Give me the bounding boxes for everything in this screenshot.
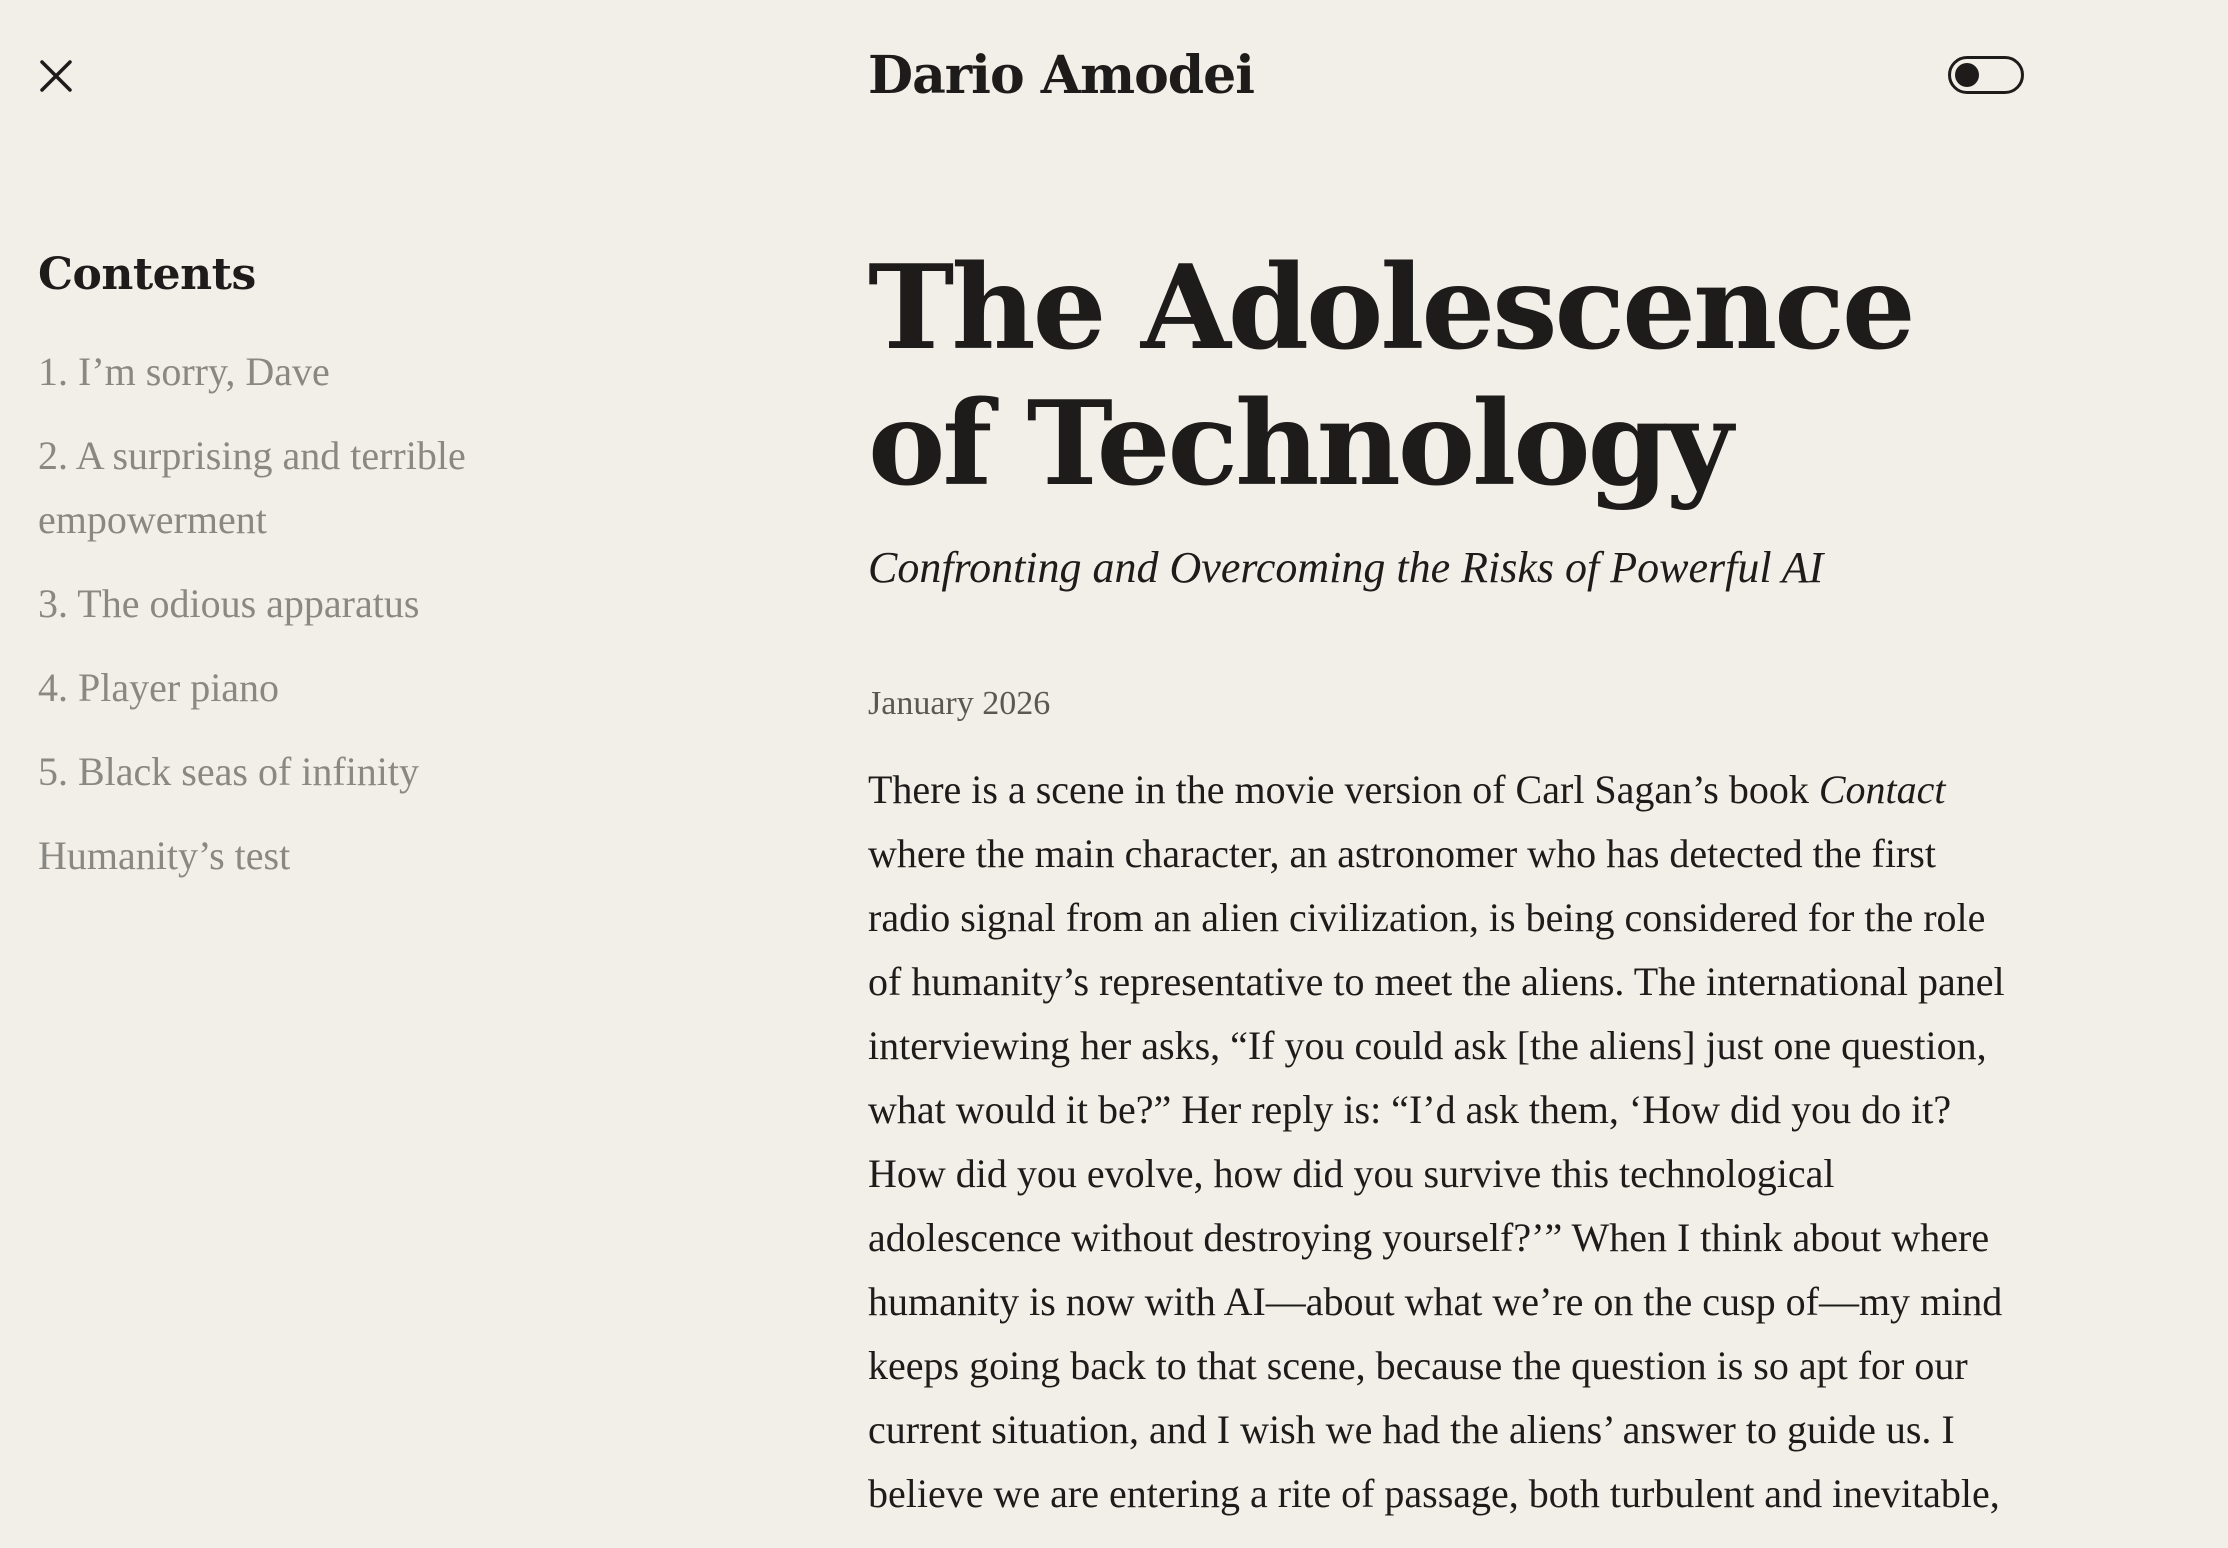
close-icon [36,56,76,96]
article-subtitle: Confronting and Overcoming the Risks of Powerful AI [868,543,1824,592]
article-title: The Adolescence of Technology [868,240,1913,512]
toc-list [38,340,598,888]
body-text-start: There is a scene in the movie version of Carl Sagan’s book [868,767,1819,812]
close-button[interactable] [36,56,76,96]
article-date: January 2026 [868,685,1051,722]
toc-item-1[interactable]: 1. I’m sorry, Dave [38,349,330,394]
table-of-contents [38,240,598,908]
toc-item-4[interactable]: 4. Player piano [38,665,280,710]
book-title-contact: Contact [1818,767,1946,812]
article-body-paragraph [868,758,2028,1526]
toc-heading: Contents [38,249,256,300]
site-title[interactable]: Dario Amodei [868,45,1254,106]
article [868,240,2028,1526]
toc-item-3[interactable]: 3. The odious apparatus [38,581,420,626]
body-text-rest: where the main character, an astronomer who has detected the first radio signal from an alien civilization, is being considered for the role of humanity’s representative to meet the aliens. The international panel interviewing her asks, “If you could ask [the aliens] just one question, what would it be?” Her reply is: “I’d ask them, ‘How did you do it? How did you evolve, how did you survive this technological adolescence without destroying yourself?’” When I think about where humanity is now with AI—about what we’re on the cusp of—my mind keeps going back to that scene, because the question is so apt for our current situation, and I wish we had the aliens’ answer to guide us. I believe we are entering a rite of passage, both turbulent and inevitable, [868,831,2005,1516]
toc-item-5[interactable]: 5. Black seas of infinity [38,749,420,794]
toc-item-2[interactable]: 2. A surprising and terrible empowerment [38,433,466,542]
toggle-knob [1955,63,1979,87]
toc-item-6[interactable]: Humanity’s test [38,833,291,878]
theme-toggle[interactable] [1948,56,2024,94]
